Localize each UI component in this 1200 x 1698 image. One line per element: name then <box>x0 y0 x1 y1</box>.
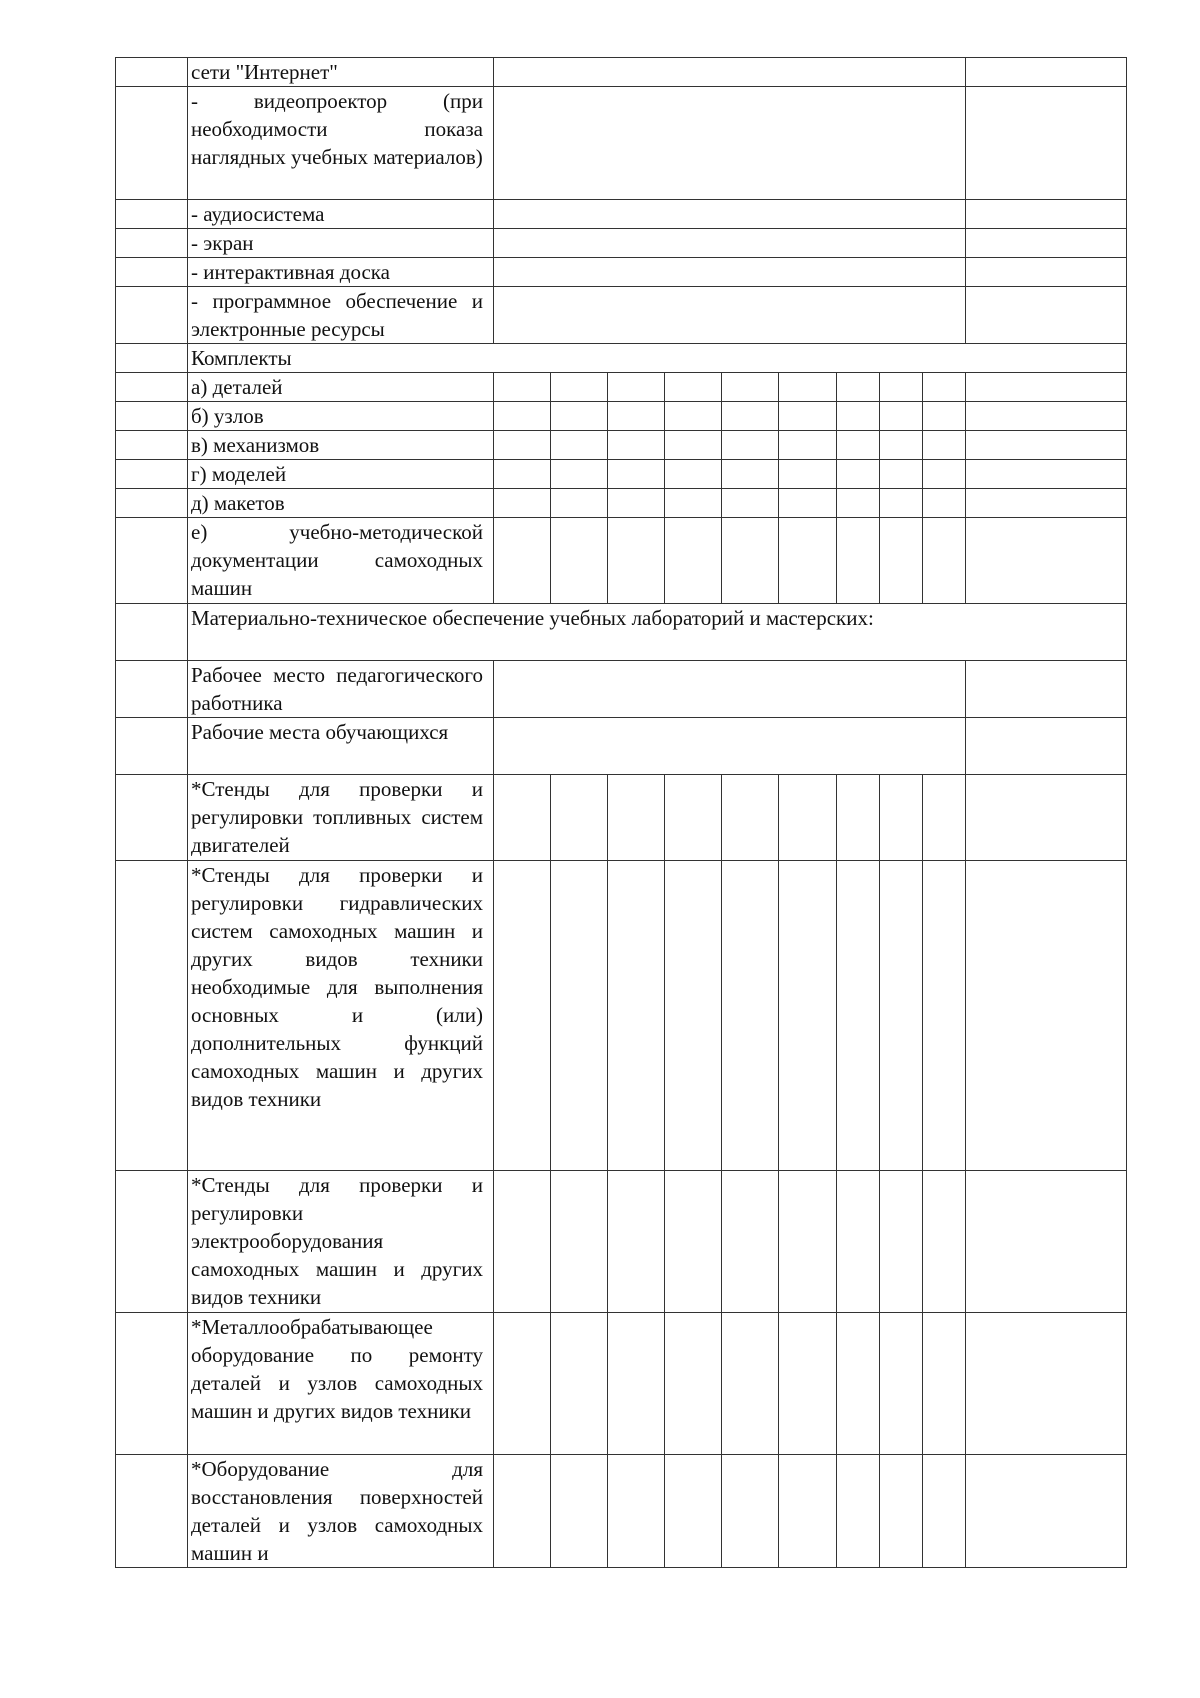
row-number-cell <box>116 460 188 489</box>
value-cell <box>494 58 966 87</box>
value-cell <box>923 402 966 431</box>
value-cell <box>837 373 880 402</box>
value-cell <box>551 489 608 518</box>
value-cell <box>665 373 722 402</box>
note-cell <box>966 718 1127 775</box>
value-cell <box>779 460 837 489</box>
table-row <box>116 861 1127 1171</box>
value-cell <box>779 1313 837 1455</box>
value-cell <box>494 518 551 604</box>
item-label: - программное обеспечение и электронные ресурсы <box>188 287 494 344</box>
value-cell <box>779 775 837 861</box>
item-label: *Стенды для проверки и регулировки топливных систем двигателей <box>188 775 494 861</box>
note-cell <box>966 373 1127 402</box>
table-row <box>116 373 1127 402</box>
item-label: - интерактивная доска <box>188 258 494 287</box>
value-cell <box>837 518 880 604</box>
value-cell <box>665 775 722 861</box>
item-label: - аудиосистема <box>188 200 494 229</box>
row-number-cell <box>116 373 188 402</box>
value-cell <box>880 489 923 518</box>
note-cell <box>966 489 1127 518</box>
value-cell <box>880 373 923 402</box>
row-number-cell <box>116 604 188 661</box>
value-cell <box>880 518 923 604</box>
item-label: - видеопроектор (при необходимости показа наглядных учебных материалов) <box>188 87 494 200</box>
value-cell <box>837 431 880 460</box>
row-number-cell <box>116 58 188 87</box>
note-cell <box>966 1455 1127 1568</box>
table-row <box>116 258 1127 287</box>
value-cell <box>779 1455 837 1568</box>
note-cell <box>966 861 1127 1171</box>
value-cell <box>779 431 837 460</box>
value-cell <box>608 1171 665 1313</box>
value-cell <box>923 1171 966 1313</box>
note-cell <box>966 258 1127 287</box>
value-cell <box>923 1455 966 1568</box>
value-cell <box>608 775 665 861</box>
value-cell <box>494 431 551 460</box>
table-row <box>116 431 1127 460</box>
value-cell <box>923 1313 966 1455</box>
item-label: *Стенды для проверки и регулировки гидравлических систем самоходных машин и других видов техники необходимые для выполнения основных и (или) дополнительных функций самоходных машин и других видов техники <box>188 861 494 1171</box>
table-row <box>116 87 1127 200</box>
value-cell <box>665 460 722 489</box>
value-cell <box>608 402 665 431</box>
value-cell <box>665 1171 722 1313</box>
table-row <box>116 344 1127 373</box>
value-cell <box>779 861 837 1171</box>
item-label: - экран <box>188 229 494 258</box>
row-number-cell <box>116 431 188 460</box>
note-cell <box>966 431 1127 460</box>
value-cell <box>837 402 880 431</box>
value-cell <box>608 431 665 460</box>
row-number-cell <box>116 1171 188 1313</box>
value-cell <box>880 861 923 1171</box>
value-cell <box>923 489 966 518</box>
table-row <box>116 718 1127 775</box>
row-number-cell <box>116 229 188 258</box>
table-row <box>116 489 1127 518</box>
table-row <box>116 58 1127 87</box>
value-cell <box>923 775 966 861</box>
value-cell <box>722 1171 779 1313</box>
note-cell <box>966 1171 1127 1313</box>
value-cell <box>665 489 722 518</box>
value-cell <box>494 775 551 861</box>
value-cell <box>923 373 966 402</box>
value-cell <box>665 518 722 604</box>
row-number-cell <box>116 344 188 373</box>
note-cell <box>966 229 1127 258</box>
note-cell <box>966 58 1127 87</box>
value-cell <box>722 489 779 518</box>
value-cell <box>779 373 837 402</box>
row-number-cell <box>116 718 188 775</box>
value-cell <box>551 1313 608 1455</box>
item-label: сети "Интернет" <box>188 58 494 87</box>
value-cell <box>494 402 551 431</box>
value-cell <box>722 460 779 489</box>
value-cell <box>608 518 665 604</box>
value-cell <box>608 460 665 489</box>
value-cell <box>880 1171 923 1313</box>
row-number-cell <box>116 1455 188 1568</box>
section-heading: Материально-техническое обеспечение учебных лабораторий и мастерских: <box>188 604 1127 661</box>
value-cell <box>722 431 779 460</box>
table-body <box>116 58 1127 1568</box>
value-cell <box>608 1313 665 1455</box>
value-cell <box>722 861 779 1171</box>
value-cell <box>494 661 966 718</box>
item-label: Рабочие места обучающихся <box>188 718 494 775</box>
table-row <box>116 200 1127 229</box>
note-cell <box>966 200 1127 229</box>
table-row <box>116 1313 1127 1455</box>
value-cell <box>665 1455 722 1568</box>
value-cell <box>494 1171 551 1313</box>
value-cell <box>923 431 966 460</box>
value-cell <box>551 775 608 861</box>
item-label: в) механизмов <box>188 431 494 460</box>
value-cell <box>608 373 665 402</box>
value-cell <box>722 373 779 402</box>
note-cell <box>966 661 1127 718</box>
value-cell <box>494 861 551 1171</box>
value-cell <box>665 431 722 460</box>
value-cell <box>837 489 880 518</box>
note-cell <box>966 1313 1127 1455</box>
value-cell <box>837 460 880 489</box>
value-cell <box>551 431 608 460</box>
value-cell <box>837 1171 880 1313</box>
value-cell <box>494 258 966 287</box>
value-cell <box>494 460 551 489</box>
value-cell <box>608 861 665 1171</box>
value-cell <box>923 518 966 604</box>
row-number-cell <box>116 518 188 604</box>
item-label: *Стенды для проверки и регулировки электрооборудования самоходных машин и других видов техники <box>188 1171 494 1313</box>
value-cell <box>722 518 779 604</box>
value-cell <box>494 1313 551 1455</box>
row-number-cell <box>116 861 188 1171</box>
value-cell <box>494 287 966 344</box>
note-cell <box>966 460 1127 489</box>
value-cell <box>494 489 551 518</box>
value-cell <box>722 1313 779 1455</box>
value-cell <box>837 775 880 861</box>
value-cell <box>722 775 779 861</box>
row-number-cell <box>116 661 188 718</box>
value-cell <box>837 1455 880 1568</box>
note-cell <box>966 402 1127 431</box>
value-cell <box>880 431 923 460</box>
value-cell <box>665 861 722 1171</box>
value-cell <box>837 1313 880 1455</box>
value-cell <box>722 1455 779 1568</box>
note-cell <box>966 87 1127 200</box>
item-label: д) макетов <box>188 489 494 518</box>
value-cell <box>608 1455 665 1568</box>
row-number-cell <box>116 258 188 287</box>
value-cell <box>494 1455 551 1568</box>
row-number-cell <box>116 489 188 518</box>
section-label: Комплекты <box>188 344 1127 373</box>
value-cell <box>779 518 837 604</box>
note-cell <box>966 775 1127 861</box>
value-cell <box>880 1455 923 1568</box>
table-row <box>116 518 1127 604</box>
item-label: *Оборудование для восстановления поверхностей деталей и узлов самоходных машин и <box>188 1455 494 1568</box>
value-cell <box>722 402 779 431</box>
value-cell <box>551 1171 608 1313</box>
value-cell <box>551 402 608 431</box>
row-number-cell <box>116 200 188 229</box>
equipment-table <box>115 57 1127 1568</box>
value-cell <box>608 489 665 518</box>
item-label: а) деталей <box>188 373 494 402</box>
table-row <box>116 229 1127 258</box>
row-number-cell <box>116 775 188 861</box>
value-cell <box>551 518 608 604</box>
table-row <box>116 775 1127 861</box>
value-cell <box>880 460 923 489</box>
table-row <box>116 1455 1127 1568</box>
value-cell <box>779 489 837 518</box>
row-number-cell <box>116 402 188 431</box>
item-label: г) моделей <box>188 460 494 489</box>
row-number-cell <box>116 87 188 200</box>
value-cell <box>494 373 551 402</box>
item-label: е) учебно-методической документации самоходных машин <box>188 518 494 604</box>
table-row <box>116 402 1127 431</box>
value-cell <box>665 402 722 431</box>
value-cell <box>551 1455 608 1568</box>
table-row <box>116 460 1127 489</box>
value-cell <box>880 402 923 431</box>
value-cell <box>494 718 966 775</box>
note-cell <box>966 518 1127 604</box>
value-cell <box>779 1171 837 1313</box>
value-cell <box>551 460 608 489</box>
value-cell <box>923 460 966 489</box>
value-cell <box>494 200 966 229</box>
table-row <box>116 287 1127 344</box>
table-row <box>116 1171 1127 1313</box>
value-cell <box>880 775 923 861</box>
table-row <box>116 661 1127 718</box>
value-cell <box>779 402 837 431</box>
row-number-cell <box>116 1313 188 1455</box>
value-cell <box>494 87 966 200</box>
row-number-cell <box>116 287 188 344</box>
value-cell <box>665 1313 722 1455</box>
item-label: *Металлообрабатывающее оборудование по ремонту деталей и узлов самоходных машин и других видов техники <box>188 1313 494 1455</box>
value-cell <box>880 1313 923 1455</box>
value-cell <box>551 373 608 402</box>
note-cell <box>966 287 1127 344</box>
value-cell <box>923 861 966 1171</box>
item-label: Рабочее место педагогического работника <box>188 661 494 718</box>
value-cell <box>494 229 966 258</box>
table-row <box>116 604 1127 661</box>
item-label: б) узлов <box>188 402 494 431</box>
value-cell <box>837 861 880 1171</box>
value-cell <box>551 861 608 1171</box>
